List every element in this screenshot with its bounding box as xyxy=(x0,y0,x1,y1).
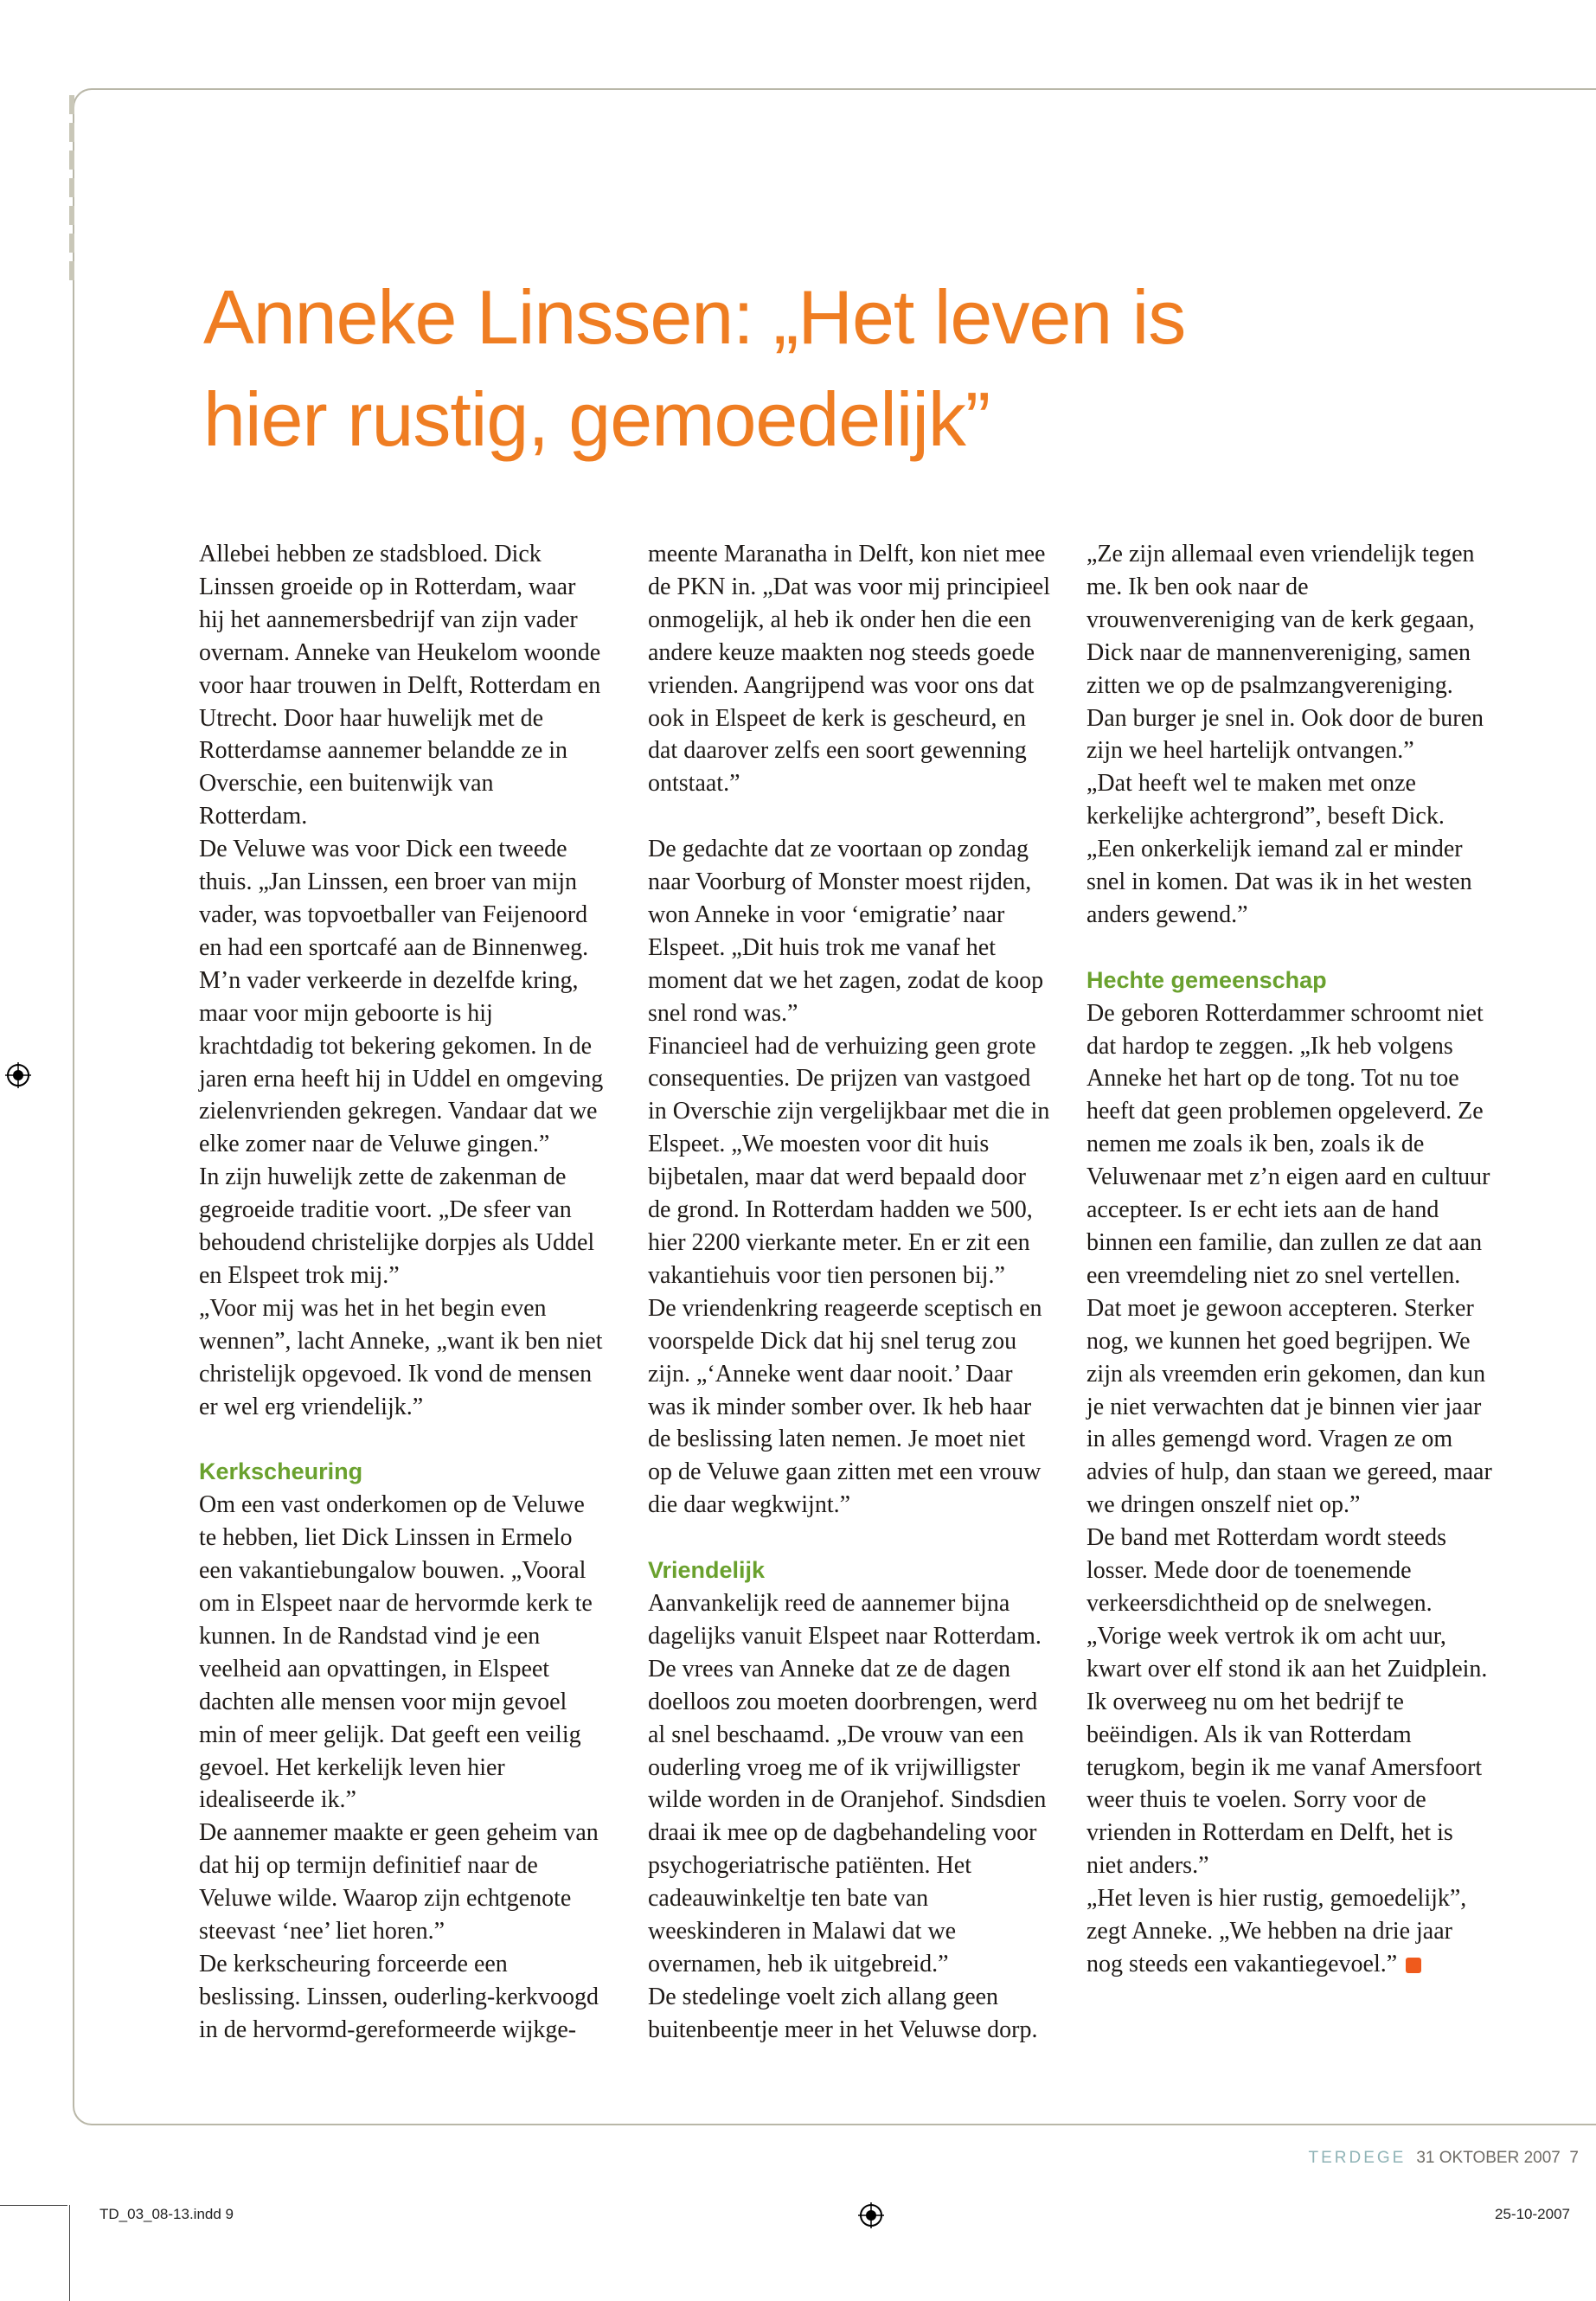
paragraph xyxy=(1086,1882,1493,1981)
paragraph xyxy=(1086,767,1493,932)
crop-mark xyxy=(69,2205,70,2301)
article-column-2 xyxy=(648,538,1054,2047)
paragraph xyxy=(648,1981,1054,2047)
paragraph-text: „Dat heeft wel te maken met onze kerkelijke achtergrond”, beseft Dick. „Een onkerkelijk iemand zal er minder snel in komen. Dat was ik in het westen anders gewend.” xyxy=(1086,770,1472,928)
slug-filename: TD_03_08-13.indd 9 xyxy=(99,2206,234,2222)
registration-mark-icon xyxy=(858,2202,884,2228)
paragraph-text: De kerkscheuring forceerde een beslissing. Linssen, ouderling-kerkvoogd in de hervormd-gereformeerde wijkge- xyxy=(199,1950,599,2043)
crop-mark xyxy=(0,2205,67,2206)
paragraph xyxy=(199,1292,606,1424)
article-column-3 xyxy=(1086,538,1493,1981)
paragraph-text: De geboren Rotterdammer schroomt niet dat hardop te zeggen. „Ik heb volgens Anneke het hart op de tong. Tot nu toe heeft dat geen problemen opgeleverd. Ze nemen me zoals ik ben, zoals ik de Veluwenaar met z’n eigen aard en cultuur accepteer. Is er echt iets aan de hand binnen een familie, dan zullen ze dat aan een vreemdeling niet zo snel vertellen. Dat moet je gewoon accepteren. Sterker nog, we kunnen het goed begrijpen. We zijn als vreemden erin gekomen, dan kun je niet verwachten dat je binnen vier jaar in alles gemengd word. Vragen ze om advies of hulp, dan staan we gereed, maar we dringen onszelf niet op.” xyxy=(1086,999,1492,1519)
paragraph-spacer xyxy=(648,800,1054,833)
section-heading xyxy=(1086,965,1493,997)
heading-text: Kerkscheuring xyxy=(199,1458,363,1485)
paragraph-text: De vriendenkring reageerde sceptisch en voorspelde Dick dat hij snel terug zou zijn. „‘Anneke went daar nooit.’ Daar was ik minder somber over. Ik heb haar de beslissing laten nemen. Je moet niet op de Veluwe gaan zitten met een vrouw die daar wegkwijnt.” xyxy=(648,1294,1042,1519)
paragraph-text: Financieel had de verhuizing geen grote consequenties. De prijzen van vastgoed in Overschie zijn vergelijkbaar met die in Elspeet. „We moesten voor dit huis bijbetalen, maar dat werd bepaald door de grond. In Rotterdam hadden we 500, hier 2200 vierkante meter. En er zit een vakantiehuis voor tien personen bij.” xyxy=(648,1032,1050,1289)
registration-mark-icon xyxy=(5,1062,31,1088)
paragraph xyxy=(199,1161,606,1292)
heading-text: Vriendelijk xyxy=(648,1557,766,1584)
paragraph xyxy=(199,538,606,833)
paragraph xyxy=(199,833,606,1161)
paragraph xyxy=(199,1948,606,2047)
issue-date: 31 OKTOBER 2007 xyxy=(1416,2149,1561,2167)
paragraph-text: „Het leven is hier rustig, gemoedelijk”, zegt Anneke. „We hebben na drie jaar nog steeds een vakantiegevoel.” xyxy=(1086,1885,1467,1977)
slug-timestamp: 25-10-2007 xyxy=(1495,2206,1570,2222)
paragraph-text: In zijn huwelijk zette de zakenman de gegroeide traditie voort. „De sfeer van behoudend christelijke dorpjes als Uddel en Elspeet trok mij.” xyxy=(199,1163,595,1289)
paragraph xyxy=(648,1292,1054,1522)
article-title: Anneke Linssen: „Het leven is hier rustig, gemoedelijk” xyxy=(203,274,1186,462)
paragraph-text: De gedachte dat ze voortaan op zondag naar Voorburg of Monster moest rijden, won Anneke in voor ‘emigratie’ naar Elspeet. „Dit huis trok me vanaf het moment dat we het zagen, zodat de koop snel rond was.” xyxy=(648,836,1044,1027)
paragraph-spacer xyxy=(1086,932,1493,965)
paragraph xyxy=(199,1817,606,1948)
paragraph xyxy=(648,833,1054,1029)
paragraph-text: De Veluwe was voor Dick een tweede thuis. „Jan Linssen, een broer van mijn vader, was topvoetballer van Feijenoord en had een sportcafé aan de Binnenweg. M’n vader verkeerde in dezelfde kring, maar voor mijn geboorte is hij krachtdadig tot bekering gekomen. In de jaren erna heeft hij in Uddel en omgeving zielenvrienden gekregen. Vandaar dat we elke zomer naar de Veluwe gingen.” xyxy=(199,836,604,1158)
page-footer xyxy=(1308,2149,1579,2168)
paragraph xyxy=(1086,538,1493,767)
paragraph-spacer xyxy=(199,1423,606,1456)
paragraph-text: De stedelinge voelt zich allang geen buitenbeentje meer in het Veluwse dorp. xyxy=(648,1983,1038,2043)
paragraph xyxy=(1086,997,1493,1522)
end-of-article-square-icon xyxy=(1406,1958,1421,1973)
paragraph-text: Aanvankelijk reed de aannemer bijna dagelijks vanuit Elspeet naar Rotterdam. De vrees van Anneke dat ze de dagen doelloos zou moeten doorbrengen, werd al snel beschaamd. „De vrouw van een ouderling vroeg me of ik vrijwilligster wilde worden in de Oranjehof. Sindsdien draai ik mee op de dagbehandeling voor psychogeriatrische patiënten. Het cadeauwinkeltje ten bate van weeskinderen in Malawi dat we overnamen, heb ik uitgebreid.” xyxy=(648,1589,1047,1977)
magazine-name: TERDEGE xyxy=(1308,2149,1407,2167)
paragraph-text: Allebei hebben ze stadsbloed. Dick Linssen groeide op in Rotterdam, waar hij het aannemersbedrijf van zijn vader overnam. Anneke van Heukelom woonde voor haar trouwen in Delft, Rotterdam en Utrecht. Door haar huwelijk met de Rotterdamse aannemer belandde ze in Overschie, een buitenwijk van Rotterdam. xyxy=(199,541,601,830)
paragraph-spacer xyxy=(648,1522,1054,1554)
section-heading xyxy=(199,1456,606,1489)
article-column-1 xyxy=(199,538,606,2047)
paragraph xyxy=(1086,1522,1493,1882)
heading-text: Hechte gemeenschap xyxy=(1086,966,1327,993)
section-heading xyxy=(648,1554,1054,1587)
paragraph xyxy=(648,1587,1054,1981)
paragraph-text: meente Maranatha in Delft, kon niet mee de PKN in. „Dat was voor mij principieel onmogelijk, al heb ik onder hen die een andere keuze maakten nog steeds goede vrienden. Aangrijpend was voor ons dat ook in Elspeet de kerk is gescheurd, en dat daarover zelfs een soort gewenning ontstaat.” xyxy=(648,541,1051,798)
paragraph-text: De band met Rotterdam wordt steeds losser. Mede door de toenemende verkeersdichtheid op de snelwegen. „Vorige week vertrok ik om acht uur, kwart over elf stond ik aan het Zuidplein. Ik overweeg nu om het bedrijf te beëindigen. Als ik van Rotterdam terugkom, begin ik me vanaf Amersfoort weer thuis te voelen. Sorry voor de vrienden in Rotterdam en Delft, het is niet anders.” xyxy=(1086,1524,1488,1880)
margin-marks xyxy=(69,95,74,285)
paragraph-text: „Voor mij was het in het begin even wennen”, lacht Anneke, „want ik ben niet christelijk opgevoed. Ik vond de mensen er wel erg vriendelijk.” xyxy=(199,1294,603,1420)
paragraph-text: „Ze zijn allemaal even vriendelijk tegen me. Ik ben ook naar de vrouwenvereniging van de kerk gegaan, Dick naar de mannenvereniging, samen zitten we op de psalmzangvereniging. Dan burger je snel in. Ook door de buren zijn we heel hartelijk ontvangen.” xyxy=(1086,541,1484,765)
paragraph xyxy=(648,538,1054,800)
paragraph-text: Om een vast onderkomen op de Veluwe te hebben, liet Dick Linssen in Ermelo een vakantiebungalow bouwen. „Vooral om in Elspeet naar de hervormde kerk te kunnen. In de Randstad vind je een veelheid aan opvattingen, in Elspeet dachten alle mensen voor mijn gevoel min of meer gelijk. Dat geeft een veilig gevoel. Het kerkelijk leven hier idealiseerde ik.” xyxy=(199,1491,593,1814)
paragraph xyxy=(199,1489,606,1817)
paragraph-text: De aannemer maakte er geen geheim van dat hij op termijn definitief naar de Veluwe wilde. Waarop zijn echtgenote steevast ‘nee’ liet horen.” xyxy=(199,1819,599,1945)
paragraph xyxy=(648,1030,1054,1292)
page-number: 7 xyxy=(1569,2149,1579,2167)
